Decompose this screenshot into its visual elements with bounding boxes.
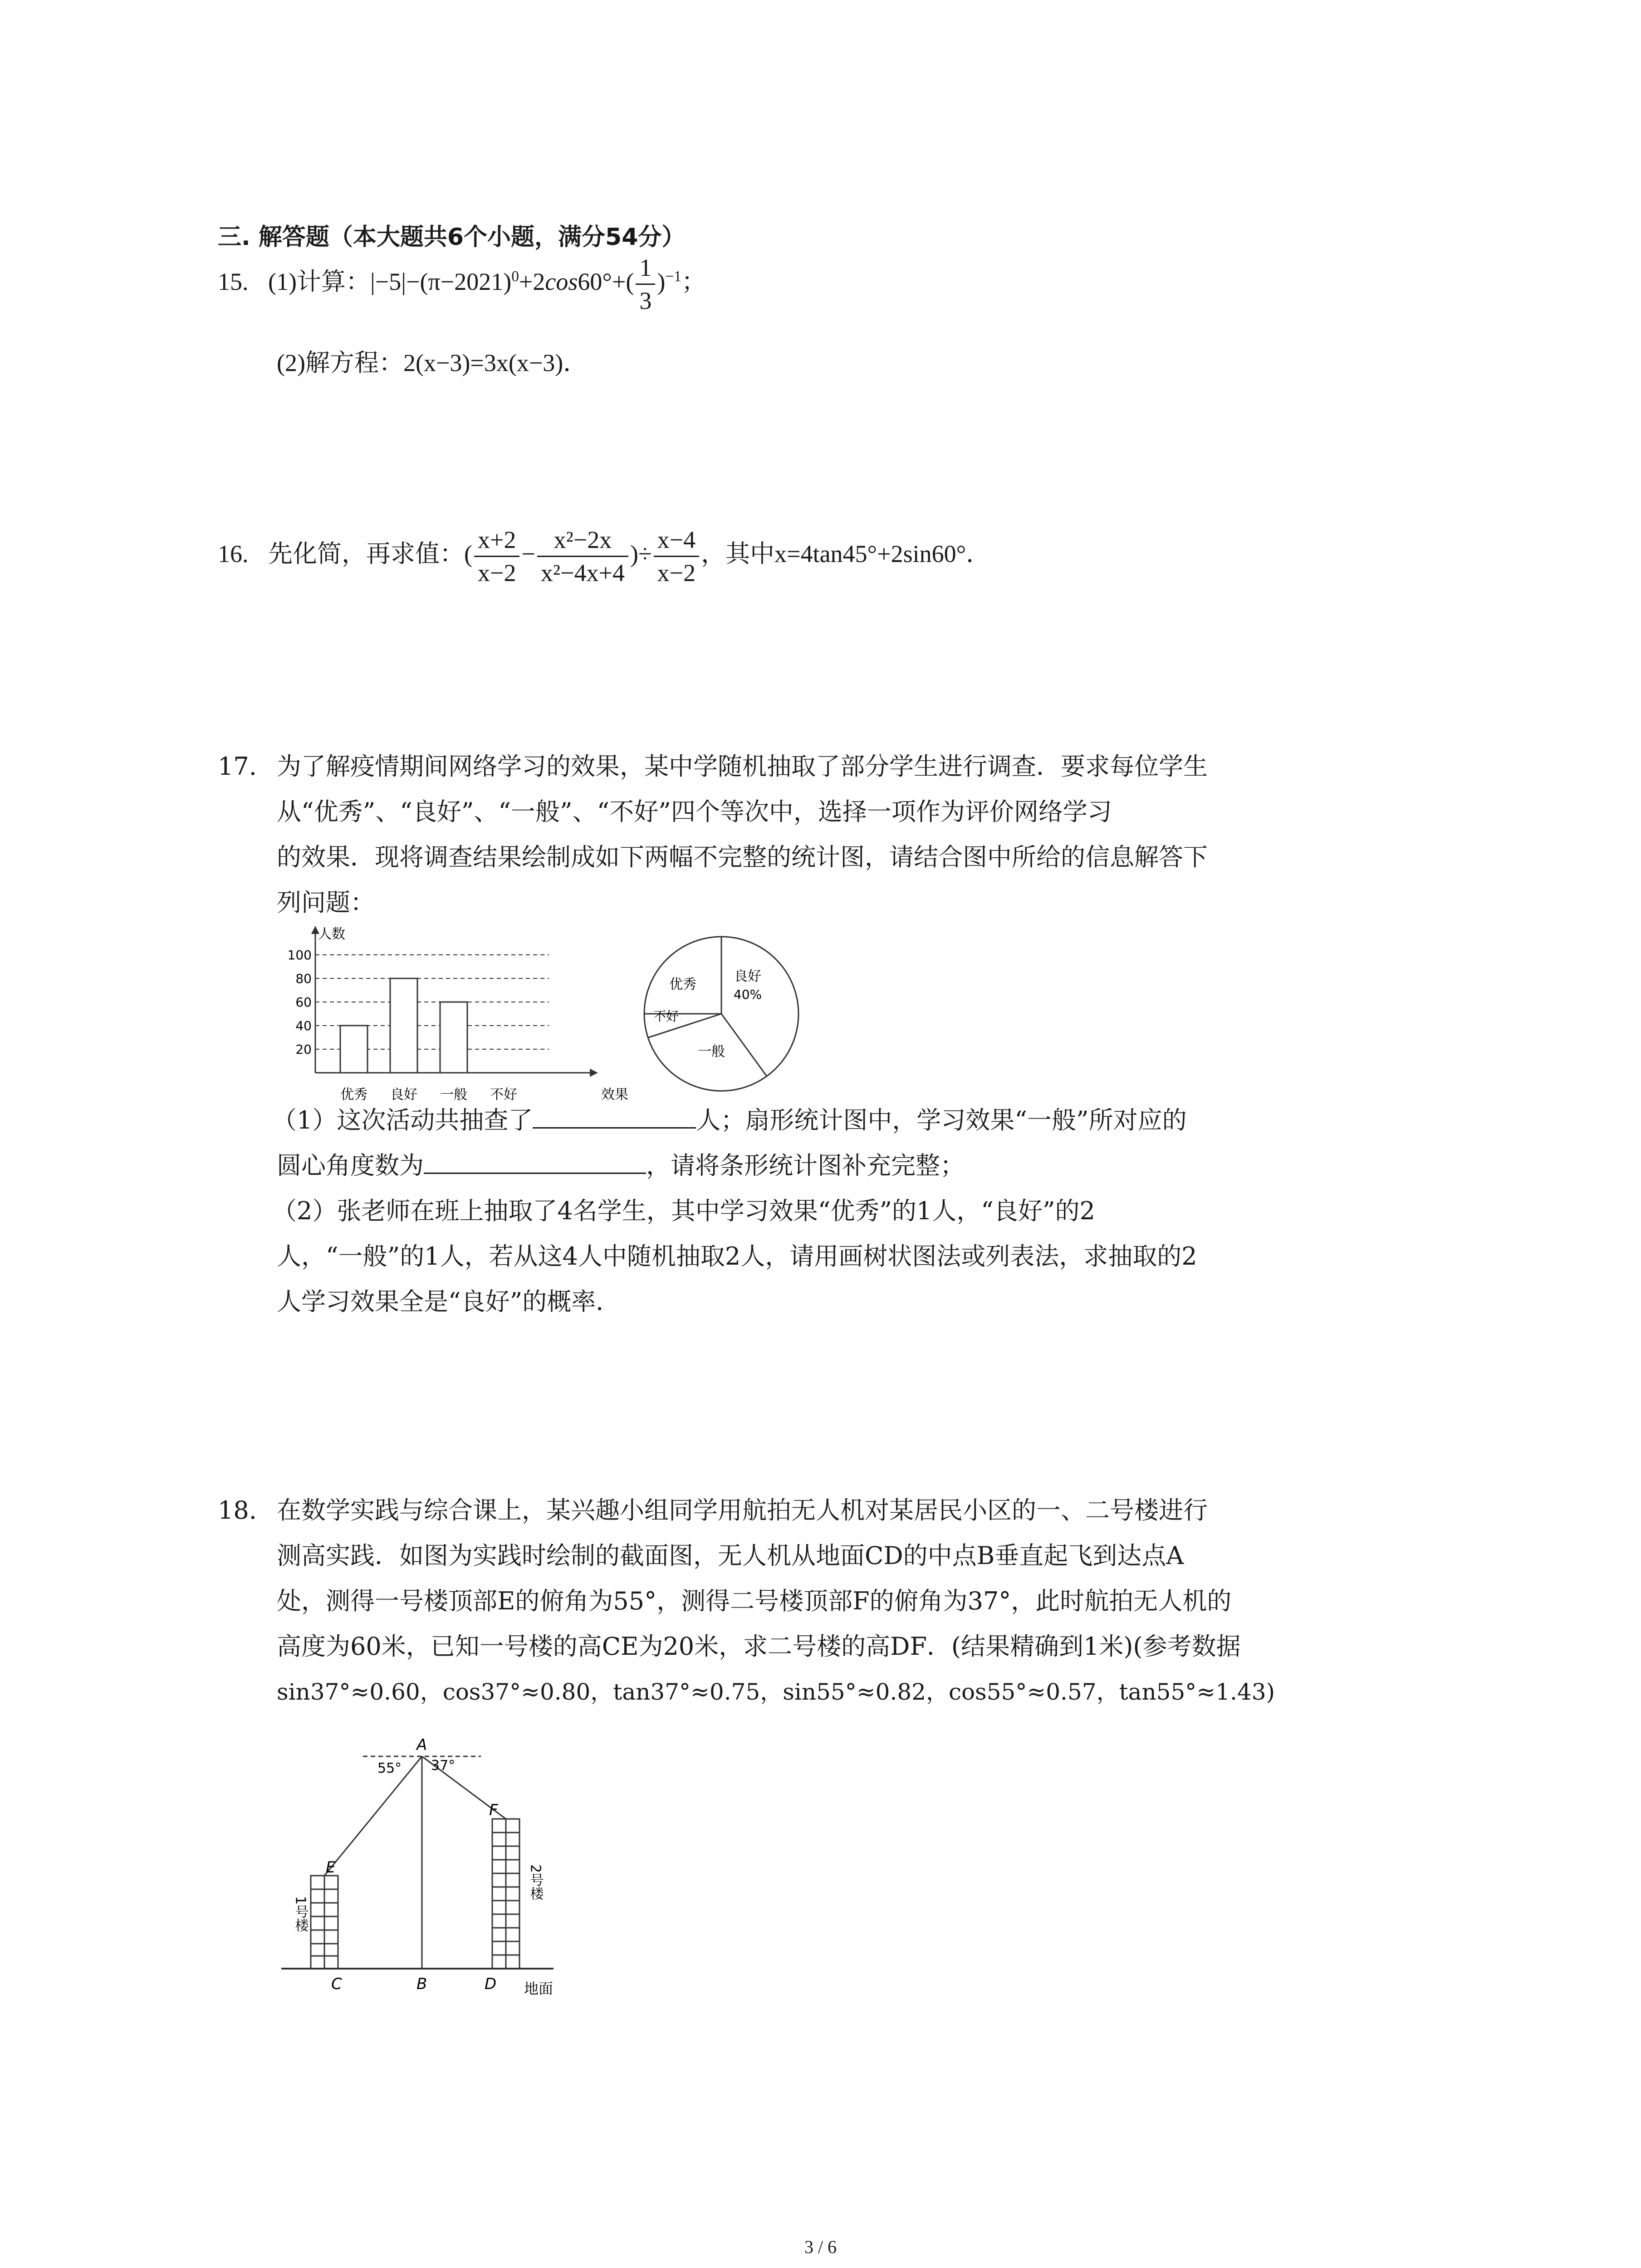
bar-0 [340, 1026, 367, 1073]
bar-chart [272, 923, 644, 1105]
building-1 [311, 1876, 338, 1969]
x-axis-arrow [590, 1069, 598, 1077]
y-tick-label: 40 [295, 1018, 312, 1033]
fraction-one-third: $\frac{1}{3}$ [636, 252, 655, 317]
category-label: 优秀 [340, 1087, 367, 1103]
question-17-sub2-line1: （2）张老师在班上抽取了4名学生，其中学习效果“优秀”的1人，“良好”的2 [272, 1197, 1095, 1225]
pie-chart [635, 930, 808, 1098]
pie-label-buhao: 不好 [653, 1009, 679, 1024]
question-15-part2: (2)解方程：2(x−3)=3x(x−3)． [277, 349, 588, 376]
pie-label-yiban: 一般 [698, 1044, 725, 1060]
fraction-2: $\frac{\text{x²−2x}}{\text{x²−4x+4}}$ [537, 524, 628, 589]
y-tick-label: 20 [295, 1042, 312, 1057]
question-17-sub2-line2: 人，“一般”的1人，若从这4人中随机抽取2人，请用画树状图法或列表法，求抽取的2 [277, 1242, 1197, 1271]
fraction-3: $\frac{x-4}{x-2}$ [654, 524, 699, 589]
question-17-line-2: 从“优秀”、“良好”、“一般”、“不好”四个等次中，选择一项作为评价网络学习 [277, 797, 1112, 826]
section-title: 三. 解答题（本大题共6个小题，满分54分） [218, 224, 686, 251]
question-18-line-3: 处，测得一号楼顶部E的俯角为55°，测得二号楼顶部F的俯角为37°，此时航拍无人机的 [277, 1587, 1232, 1615]
angle-37: 37° [431, 1758, 456, 1774]
label-building-1: 1号楼 [292, 1896, 309, 1932]
y-axis-label: 人数 [318, 926, 345, 942]
drone-geometry-figure [272, 1719, 599, 2000]
bar-1 [390, 978, 417, 1073]
label-D: D [485, 1975, 497, 1993]
answer-blank-angle[interactable] [424, 1145, 646, 1174]
question-17-sub1-line1: （1）这次活动共抽查了 人；扇形统计图中，学习效果“一般”所对应的 [272, 1098, 1187, 1143]
x-axis-label: 效果 [601, 1087, 628, 1103]
question-17-number: 17. [218, 752, 257, 781]
question-number: 15. [218, 268, 249, 295]
building-2 [492, 1819, 519, 1969]
label-building-2: 2号楼 [527, 1864, 544, 1901]
question-17-line-1: 为了解疫情期间网络学习的效果，某中学随机抽取了部分学生进行调查．要求每位学生 [277, 752, 1208, 781]
question-18-number: 18. [218, 1496, 257, 1525]
line-AE [324, 1756, 422, 1876]
page-number: 3 / 6 [804, 2237, 837, 2257]
fraction-1: $\frac{x+2}{x-2}$ [474, 524, 519, 589]
label-ground: 地面 [524, 1980, 554, 1997]
label-C: C [331, 1975, 342, 1993]
category-label: 良好 [390, 1087, 417, 1103]
label-E: E [326, 1858, 336, 1877]
question-17-sub2-line3: 人学习效果全是“良好”的概率． [277, 1287, 621, 1316]
pie-label-lianghao: 良好 [734, 968, 761, 984]
label-A: A [416, 1736, 427, 1754]
question-17-sub1-line2: 圆心角度数为 ，请将条形统计图补充完整； [277, 1143, 965, 1188]
category-label: 不好 [490, 1087, 517, 1103]
category-label: 一般 [440, 1087, 467, 1103]
question-16: 16. 先化简，再求值：( $\frac{x+2}{x-2}$ − $\frac{\text{x²−2x}}{\text{x²−4x+4}}$ )÷ $\frac{x-4}{x-2}$ ，其中x=4tan45°+2sin60°． [218, 524, 990, 589]
y-tick-label: 80 [295, 971, 312, 986]
answer-blank-total[interactable] [533, 1100, 696, 1129]
question-17-line-4: 列问题： [277, 888, 375, 917]
y-tick-label: 60 [295, 995, 312, 1010]
question-18-line-1: 在数学实践与综合课上，某兴趣小组同学用航拍无人机对某居民小区的一、二号楼进行 [277, 1496, 1208, 1525]
pie-percent-lianghao: 40% [733, 987, 762, 1002]
bar-2 [440, 1002, 467, 1073]
question-18-line-4: 高度为60米，已知一号楼的高CE为20米，求二号楼的高DF．(结果精确到1米)(参考数据 [277, 1632, 1241, 1661]
question-18-line-2: 测高实践．如图为实践时绘制的截面图，无人机从地面CD的中点B垂直起飞到达点A [277, 1541, 1184, 1570]
question-17-line-3: 的效果．现将调查结果绘制成如下两幅不完整的统计图，请结合图中所给的信息解答下 [277, 843, 1208, 871]
question-number: 16. [218, 540, 249, 567]
question-15-part1: 15. (1)计算：$|-5|-(\pi-2021)^0+2\cos 60^\circ+$( $\frac{1}{3}$ )$^{-1}$； [218, 252, 706, 317]
question-18-line-5: sin37°≈0.60，cos37°≈0.80，tan37°≈0.75，sin55°≈0.82，cos55°≈0.57，tan55°≈1.43) [277, 1679, 1275, 1705]
pie-label-youxiu: 优秀 [669, 977, 696, 992]
y-tick-label: 100 [287, 948, 312, 963]
label-F: F [489, 1801, 498, 1819]
label-B: B [416, 1975, 427, 1993]
angle-55: 55° [377, 1760, 402, 1776]
